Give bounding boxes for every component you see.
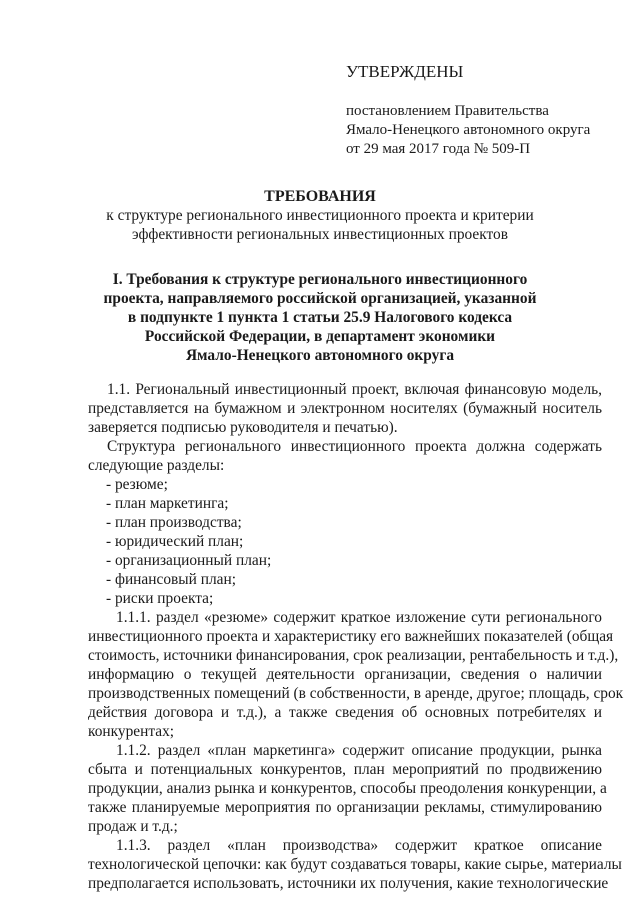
paragraph-line: Структура регионального инвестиционного проекта должна содержать xyxy=(107,438,602,455)
paragraph-line: технологической цепочки: как будут создаваться товары, какие сырье, материалы xyxy=(88,856,622,873)
document-subtitle-line: к структуре регионального инвестиционного проекта и критерии xyxy=(106,207,534,224)
approved-title: УТВЕРЖДЕНЫ xyxy=(346,62,464,81)
section-heading-line: в подпункте 1 пункта 1 статьи 25.9 Налогового кодекса xyxy=(127,309,513,326)
paragraph-line: следующие разделы: xyxy=(88,457,225,474)
paragraph-line: 1.1.2. раздел «план маркетинга» содержит описание продукции, рынка xyxy=(116,742,602,759)
section-heading-line: проекта, направляемого российской организацией, указанной xyxy=(103,290,537,307)
list-item: - риски проекта; xyxy=(106,590,214,607)
paragraph-line: предполагается использовать, источники их получения, какие технологические xyxy=(88,875,609,892)
paragraph-line: также планируемые мероприятия по организации рекламы, стимулированию xyxy=(88,799,602,816)
paragraph-line: производственных помещений (в собственности, в аренде, другое; площадь, срок xyxy=(88,685,624,702)
paragraph-line: продаж и т.д.; xyxy=(88,818,178,835)
paragraph-line: 1.1.1. раздел «резюме» содержит краткое изложение сути регионального xyxy=(116,609,602,626)
paragraph-line: представляется на бумажном и электронном носителях (бумажный носитель xyxy=(88,400,602,417)
list-item: - финансовый план; xyxy=(106,571,236,588)
paragraph-line: сбыта и потенциальных конкурентов, план мероприятий по продвижению xyxy=(88,761,602,778)
document-title: ТРЕБОВАНИЯ xyxy=(264,188,376,205)
paragraph-line: заверяется подписью руководителя и печатью). xyxy=(88,419,398,436)
paragraph-line: 1.1.3. раздел «план производства» содержит краткое описание xyxy=(116,837,602,854)
paragraph-line: стоимость, источники финансирования, срок реализации, рентабельность и т.д.), xyxy=(88,647,619,664)
list-item: - резюме; xyxy=(106,476,168,493)
paragraph-line: действия договора и т.д.), а также сведения об основных потребителях и xyxy=(88,704,602,721)
list-item: - план маркетинга; xyxy=(106,495,229,512)
document-subtitle-line: эффективности региональных инвестиционных проектов xyxy=(131,226,509,243)
approved-line: постановлением Правительства xyxy=(346,103,549,119)
paragraph-line: конкурентах; xyxy=(88,723,175,740)
approved-line: от 29 мая 2017 года № 509-П xyxy=(346,141,531,157)
list-item: - юридический план; xyxy=(106,533,244,550)
list-item: - план производства; xyxy=(106,514,242,531)
section-heading-line: I. Требования к структуре регионального инвестиционного xyxy=(112,271,528,288)
paragraph-line: информацию о текущей деятельности организации, сведения о наличии xyxy=(88,666,602,683)
paragraph-line: продукции, анализ рынка и конкурентов, способы преодоления конкуренции, а xyxy=(88,780,607,797)
paragraph-line: инвестиционного проекта и характеристику его важнейших показателей (общая xyxy=(88,628,614,645)
paragraph-line: 1.1. Региональный инвестиционный проект, включая финансовую модель, xyxy=(107,381,602,398)
section-heading-line: Ямало-Ненецкого автономного округа xyxy=(185,347,455,364)
section-heading-line: Российской Федерации, в департамент экономики xyxy=(144,328,496,345)
approved-line: Ямало-Ненецкого автономного округа xyxy=(346,122,591,138)
list-item: - организационный план; xyxy=(106,552,272,569)
